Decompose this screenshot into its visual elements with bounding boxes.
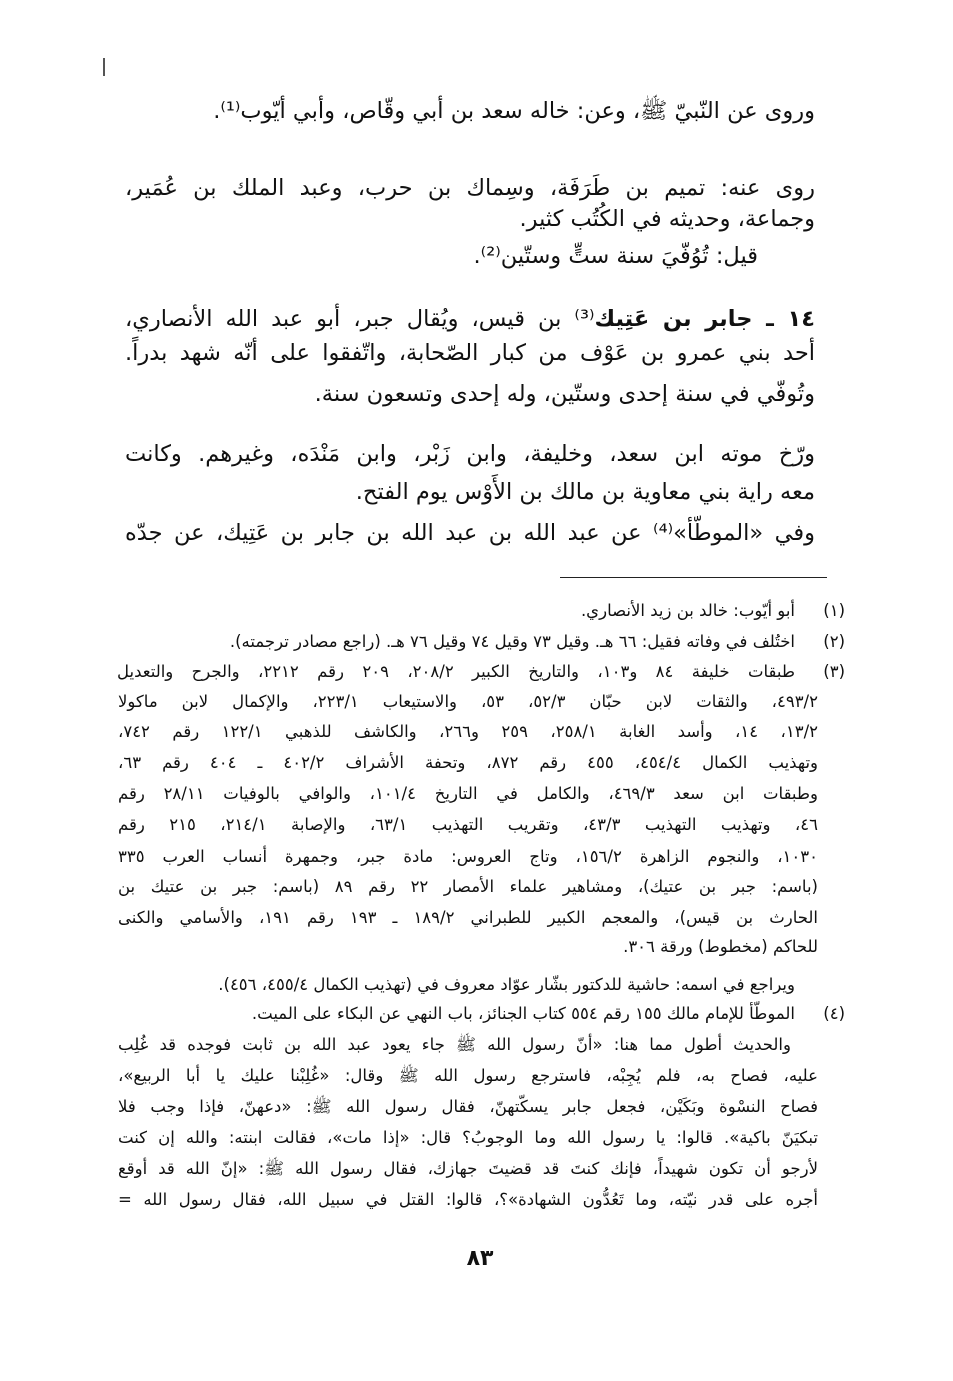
footnote-line: اختُلف في وفاته فقيل: ٦٦ هـ. وقيل ٧٣ وقيل ٧٤ وقيل ٧٦ هـ. (راجع مصادر ترجمته). xyxy=(229,632,795,651)
page-number: ٨٣ xyxy=(466,1246,494,1271)
footnote-line: (باسم: جبر بن عتيك)، ومشاهير علماء الأمصار ٢٢ رقم ٨٩ (باسم: جبر بن عتيك بن xyxy=(118,877,818,896)
entry-14-first-line xyxy=(125,306,815,333)
footnote-line: وطبقات ابن سعد ٤٦٩/٣، والكامل في التاريخ ١٠١/٤، والوافي بالوفيات ٢٨/١١ رقم xyxy=(118,784,819,803)
footnote-number: (١) xyxy=(823,601,845,620)
footnote-number: (٢) xyxy=(823,632,845,651)
body-line: وجماعة، وحديثه في الكُتُب كثير. xyxy=(519,206,815,232)
footnote-line: الموطّأ للإمام مالك ١٥٥ رقم ٥٥٤ كتاب الجنائز، باب النهي عن البكاء على الميت. xyxy=(251,1004,795,1023)
footnote-line: أجره على قدر نيّته، وما تَعُدُّون الشهادة»؟، قالوا: القتل في سبيل الله، فقال رسول الله = xyxy=(118,1190,818,1209)
body-line: ورّخ موته ابن سعد، وخليفة، وابن زَبْر، وابن مَنْدَه، وغيرهم. وكانت xyxy=(125,441,815,467)
footnote-line: فصاح النسْوة وبَكَيْن، فجعل جابر يسكّتهنّ، فقال رسول الله ﷺ: «دعهنّ، فإذا وجب فلا xyxy=(118,1097,818,1116)
footnote-line: والحديث أطول مما هنا: «أنّ رسول الله ﷺ جاء يعود عبد الله بن ثابت فوجده قد غُلِب xyxy=(118,1035,791,1054)
entry-14-heading: ١٤ ـ جابر بن عَتِيك xyxy=(594,306,815,332)
body-line: وتُوفّي في سنة إحدى وستّين، وله إحدى وتسعون سنة. xyxy=(314,381,815,407)
footnote-line: ٤٩٣/٢، والثقات لابن حبّان ٥٢/٣، ٥٣، والاستيعاب ٢٢٣/١، والإكمال لابن ماكولا xyxy=(118,692,818,711)
footnote-number: (٣) xyxy=(823,662,845,681)
footnote-line: ١٣/٢، ١٤، وأسد الغابة ٢٥٨/١، ٢٥٩ و٢٦٦، والكاشف للذهبي ١٢٢/١ رقم ٧٤٢، xyxy=(118,722,819,741)
body-line: قيل: تُوُفّيَ سنة ستٍّ وستّين⁽²⁾. xyxy=(473,243,758,269)
scan-edge-mark xyxy=(103,58,105,76)
body-line: روى عنه: تميم بن طَرَفَة، وسِماك بن حرب، وعبد الملك بن عُمَير، xyxy=(125,175,815,201)
footnote-line: وتهذيب الكمال ٤٥٤/٤، ٤٥٥ رقم ٨٧٢، وتحفة الأشراف ٤٠٢/٢ ـ ٤٠٤ رقم ٦٣، xyxy=(118,753,818,772)
footnote-line: ١٠٣٠، والنجوم الزاهرة ١٥٦/٢، وتاج العروس: مادة جبر، وجمهرة أنساب العرب ٣٣٥ xyxy=(118,847,818,866)
body-line: أحد بني عمرو بن عَوْف من كبار الصّحابة، واتّفقوا على أنّه شهد بدراً. xyxy=(125,340,815,366)
footnote-line: أبو أيّوب: خالد بن زيد الأنصاري. xyxy=(580,601,795,620)
footnote-number: (٤) xyxy=(823,1004,845,1023)
footnote-line: ويراجع في اسمه: حاشية للدكتور بشّار عوّاد معروف في (تهذيب الكمال ٤٥٥/٤، ٤٥٦). xyxy=(218,975,795,994)
body-line: معه راية بني معاوية بن مالك بن الأَوْس يوم الفتح. xyxy=(355,479,815,505)
footnote-line: الحارث بن قيس)، والمعجم الكبير للطبراني ١٨٩/٢ ـ ١٩٣ رقم ١٩١، والأسامي والكنى xyxy=(118,908,818,927)
body-line: وفي «الموطّأ»⁽⁴⁾ عن عبد الله بن عبد الله بن جابر بن عَتِيك، عن جدّه xyxy=(125,520,816,546)
body-line: وروى عن النّبيّ ﷺ، وعن: خاله سعد بن أبي وقّاص، وأبي أيّوب⁽¹⁾. xyxy=(213,98,815,124)
entry-14-line-tail: ⁽³⁾ بن قيس، ويُقال جبر، أبو عبد الله الأنصاري، xyxy=(125,306,595,332)
footnote-line: ٤٦، وتهذيب التهذيب ٤٣/٣، وتقريب التهذيب ٦٣/١، والإصابة ٢١٤/١، ٢١٥ رقم xyxy=(118,815,818,834)
footnote-separator xyxy=(560,577,827,578)
footnote-line: لأرجو أن تكون شهيداً، فإنك كنتَ قد قضيتَ جهازك، فقال رسول الله ﷺ: «إنّ الله قد أوقع xyxy=(118,1159,818,1178)
footnote-line: تبكيَنّ باكية». قالوا: يا رسول الله وما الوجوبُ؟ قال: «إذا مات»، فقالت ابنته: والله إن كنت xyxy=(118,1128,818,1147)
footnote-line: طبقات خليفة ٨٤ و١٠٣، والتاريخ الكبير ٢٠٨/٢، ٢٠٩ رقم ٢٢١٢، والجرح والتعديل xyxy=(117,662,795,681)
footnote-line: للحاكم (مخطوط) ورقة ٣٠٦. xyxy=(623,937,818,956)
footnote-line: عليه، فصاح به، فلم يُجِبْه، فاسترجع رسول الله ﷺ وقال: «غُلِبْنا عليك يا أبا الربيع»، xyxy=(118,1066,818,1085)
